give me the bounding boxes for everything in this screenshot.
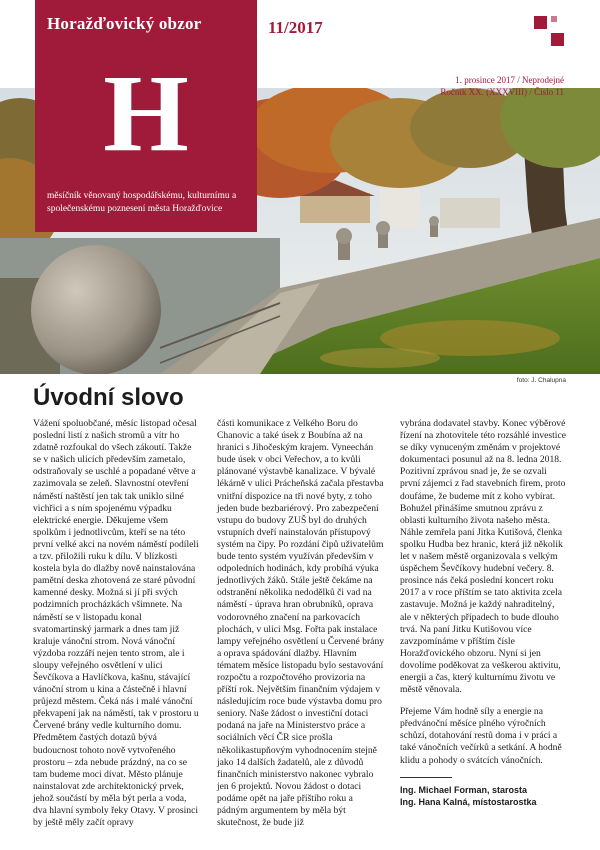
masthead-big-letter: H [103, 52, 189, 174]
newsletter-description: měsíčník věnovaný hospodářskému, kulturnímu a společenskému poznesení města Horažďovice [47, 191, 237, 214]
article-column-1 [33, 418, 201, 829]
town-logo-icon [534, 16, 566, 48]
signature-mayor: Ing. Michael Forman, starosta [400, 784, 528, 795]
article-body [33, 418, 568, 838]
signature-divider [400, 777, 452, 778]
signature-deputy-mayor: Ing. Hana Kalná, místostarostka [400, 796, 537, 807]
article-heading: Úvodní slovo [33, 384, 184, 411]
issue-number: 11/2017 [268, 18, 323, 37]
article-paragraph: Vážení spoluobčané, měsíc listopad očesal poslední listí z našich stromů a vítr ho zdatně rozfoukal do všech zákoutí. Takže se v našich ulicích především zametalo, odstraňovaly se uschlé a popadané větve a zazimovala se zeleň. Slavnostní otevření náměstí naštěstí jen tak tak uniklo silné vichřici a s ním spojenému výpadku elektrické energie. Děkujeme všem spolkům i jednotlivcům, kteří se na této první velké akci na novém náměstí podíleli a tzv. přiložili ruku k dílu. V blízkosti kostela byla do dlažby nově nainstalována pamětní deska zhotovená ze staré původní kamenné desky. Možná si jí při svých podzimních procházkách všimnete. Na náměstí se v listopadu konal svatomartinský jarmark a dnes tam již kraluje vánoční strom. Nová vánoční výzdoba rozzáří nejen tento strom, ale i sloupy veřejného osvětlení v ulici Ševčíkova a Havlíčkova, kašnu, stávající vánoční strom u kina a částečně i hlavní průjezd městem. Čeká nás i malé vánoční překvapení jak na náměstí, tak v prostoru u Červené brány vedle kulturního domu. Předmětem častých dotazů bývá budoucnost tohoto nově vytvořeného prostoru – zda nebude prázdný, na co se tam budeme moci dívat. Město plánuje nainstalovat zde architektonický prvek, jehož součástí by měla být perla a voda, dva hlavní symboly řeky Otavy. V prosinci by ještě měly začít opravy [33, 418, 199, 829]
newsletter-title: Horažďovický obzor [47, 14, 202, 33]
article-paragraph: Bohužel přinášíme smutnou zprávu z oblasti kulturního života našeho města. Náhle zemřela paní Jitka Kutišová, členka spolku Hudba bez hranic, která již několik let v našem městě organizovala s velkým úspěchem Ševčíkovy hudební večery. 8. prosince nás čeká poslední koncert roku 2017 a v roce příštím se tato aktivita zcela zastavuje. Možná je každý nahraditelný, ale v některých případech to bude dlouho trvá. Na paní Jitku Kutišovou více zavzpomínáme v příštím čísle Horažďovického obzoru. Nyní si jen dovolíme poděkovat za veškerou aktivitu, energii a čas, který kulturnímu životu ve městě věnovala. [400, 502, 563, 696]
article-paragraph: části komunikace z Velkého Boru do Chanovic a také úsek z Boubína až na hranici s Jihočeským krajem. Vyneechán bude úsek v obci Veřechov, a to kvůli plánované výstavbě kanalizace. V bývalé lékárně v ulici Prácheňská začala přestavba vnitřní dispozice na tři nové byty, z toho jeden bude bezbariérový. Pro zabezpečení vstupu do budovy ZUŠ byl do druhých vstupních dveří nainstalován přístupový systém na čipy. Po rozdání čipů uživatelům bude tento systém využíván především v odpoledních hodinách, kdy probíhá výuka jednotlivých žáků. Stále ještě čekáme na odstranění několika nedodělků či vad na náměstí - úprava hran obrubníků, oprava vodorovného značení na parkovacích plochách, v ulici Msg. Fořta pak instalace lampy veřejného osvětlení u Červené brány a oprava spádování dlažby. Hlavním tématem měsíce listopadu bylo sestavování rozpočtu a rozpočtového provizoria na příští rok. Největším finančním výdajem v následujícím roce bude výstavba domu pro seniory. Naše žádost o investiční dotaci podaná na jaře na Ministerstvo práce a sociálních věcí ČR sice prošla několikastupňovým vyhodnocením stejně jako 14 dalších žadatelů, ale z důvodů finančních ministerstvo nakonec vybralo jen 6 projektů. Novou žádost o dotaci podáme opět na jaře příštího roku a pádným argumentem by měla být skutečnost, že bude již [217, 418, 385, 829]
issue-date-info [440, 74, 564, 98]
article-paragraph: Přejeme Vám hodně síly a energie na předvánoční měsíce plného výročních schůzí, dotahování restů doma i v práci a také vánočních večírků a setkání. A hodně klidu a pohody o svátcích vánočních. [400, 706, 562, 766]
article-paragraph: vybrána dodavatel stavby. Konec výběrové řízení na zhotovitele této rozsáhlé investice se díky vynuceným změnám v projektové dokumentaci posunul až na 8. ledna 2018. Pozitivní zprávou snad je, že se ozvali první zájemci z řad stavebních firem, proto doufáme, že budeme mít z koho vybírat. [400, 418, 566, 502]
article-column-2 [217, 418, 385, 829]
issue-volume: Ročník XX. (XXXVIII) / Číslo 11 [440, 87, 564, 98]
photo-credit: foto: J. Chalupna [516, 377, 566, 384]
masthead-brand-block [35, 0, 257, 232]
article-column-3 [400, 418, 568, 808]
issue-date: 1. prosince 2017 / Neprodejné [455, 75, 564, 85]
